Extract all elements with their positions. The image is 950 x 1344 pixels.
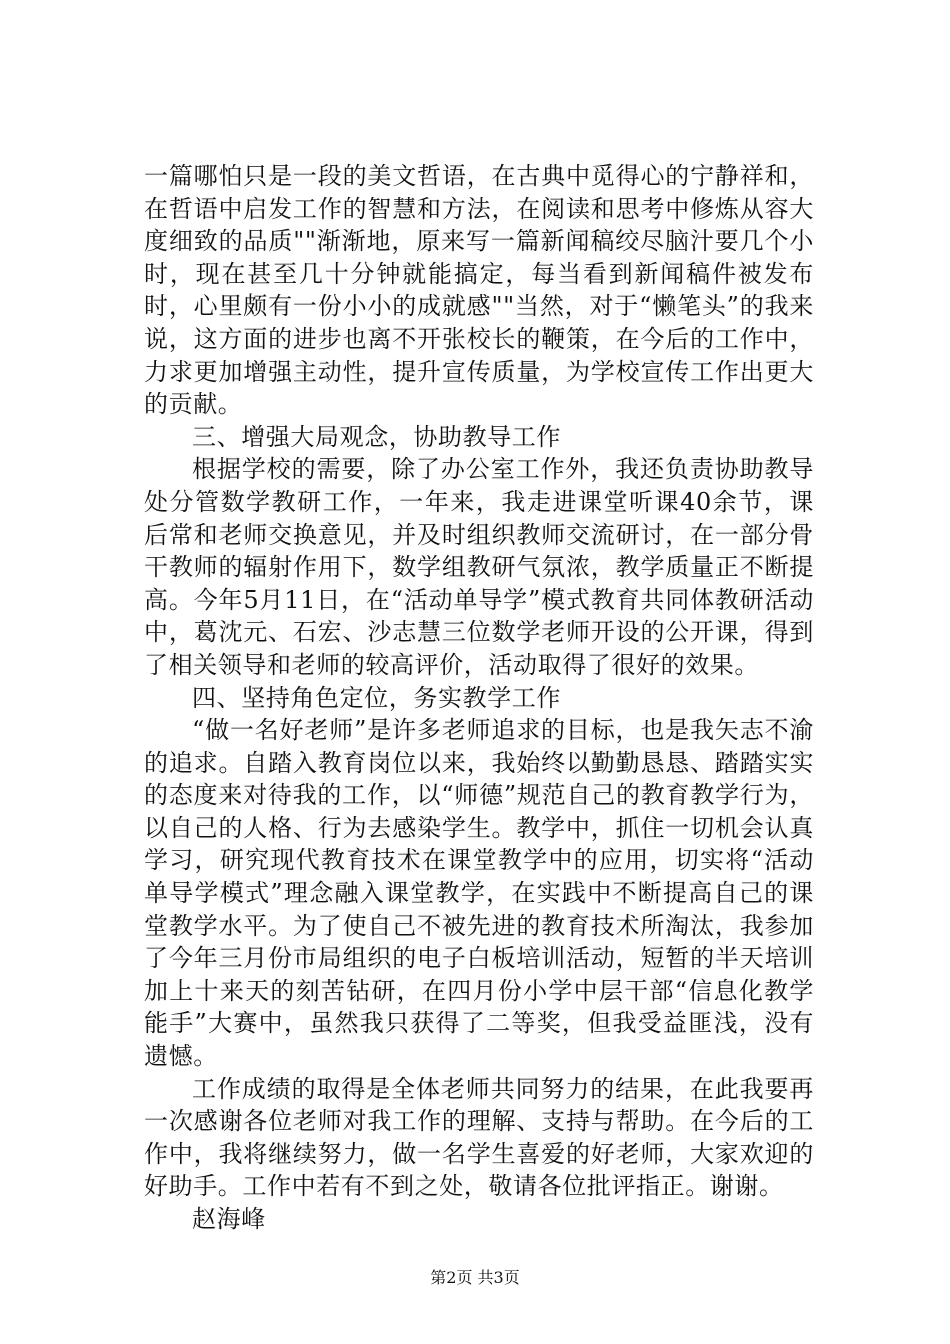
paragraph-good-teacher: “做一名好老师”是许多老师追求的目标，也是我矢志不渝的追求。自踏入教育岗位以来，我始终以勤勤恳恳、踏踏实实的态度来对待我的工作，以“师德”规范自己的教育教学行为，以自己的人格、行为去感染学生。教学中，抓住一切机会认真学习，研究现代教育技术在课堂教学中的应用，切实将“活动单导学模式”理念融入课堂教学，在实践中不断提高自己的课堂教学水平。为了使自己不被先进的教育技术所淘汰，我参加了今年三月份市局组织的电子白板培训活动，短暂的半天培训加上十来天的刻苦钻研，在四月份小学中层干部“信息化教学能手”大赛中，虽然我只获得了二等奖，但我受益匪浅，没有遗憾。 bbox=[144, 716, 814, 1071]
paragraph-teaching-research: 根据学校的需要，除了办公室工作外，我还负责协助教导处分管数学教研工作，一年来，我走进课堂听课40余节，课后常和老师交换意见，并及时组织教师交流研讨，在一部分骨干教师的辐射作用下，数学组教研气氛浓，教学质量正不断提高。今年5月11日，在“活动单导学”模式教育共同体教研活动中，葛沈元、石宏、沙志慧三位数学老师开设的公开课，得到了相关领导和老师的较高评价，活动取得了很好的效果。 bbox=[144, 455, 814, 679]
section-heading-three: 三、增强大局观念，协助教导工作 bbox=[192, 422, 561, 451]
page-number-footer: 第2页 共3页 bbox=[430, 1268, 520, 1287]
signature: 赵海峰 bbox=[192, 1205, 266, 1233]
section-heading-four: 四、坚持角色定位，务实教学工作 bbox=[192, 683, 561, 712]
paragraph-thanks: 工作成绩的取得是全体老师共同努力的结果，在此我要再一次感谢各位老师对我工作的理解、支持与帮助。在今后的工作中，我将继续努力，做一名学生喜爱的好老师，大家欢迎的好助手。工作中若有不到之处，敬请各位批评指正。谢谢。 bbox=[144, 1074, 814, 1201]
paragraph-continuation: 一篇哪怕只是一段的美文哲语，在古典中觅得心的宁静祥和，在哲语中启发工作的智慧和方法，在阅读和思考中修炼从容大度细致的品质""渐渐地，原来写一篇新闻稿绞尽脑汁要几个小时，现在甚至几十分钟就能搞定，每当看到新闻稿件被发布时，心里颇有一份小小的成就感""当然，对于“懒笔头”的我来说，这方面的进步也离不开张校长的鞭策，在今后的工作中，力求更加增强主动性，提升宣传质量，为学校宣传工作出更大的贡献。 bbox=[144, 162, 814, 419]
document-body bbox=[144, 160, 814, 1236]
